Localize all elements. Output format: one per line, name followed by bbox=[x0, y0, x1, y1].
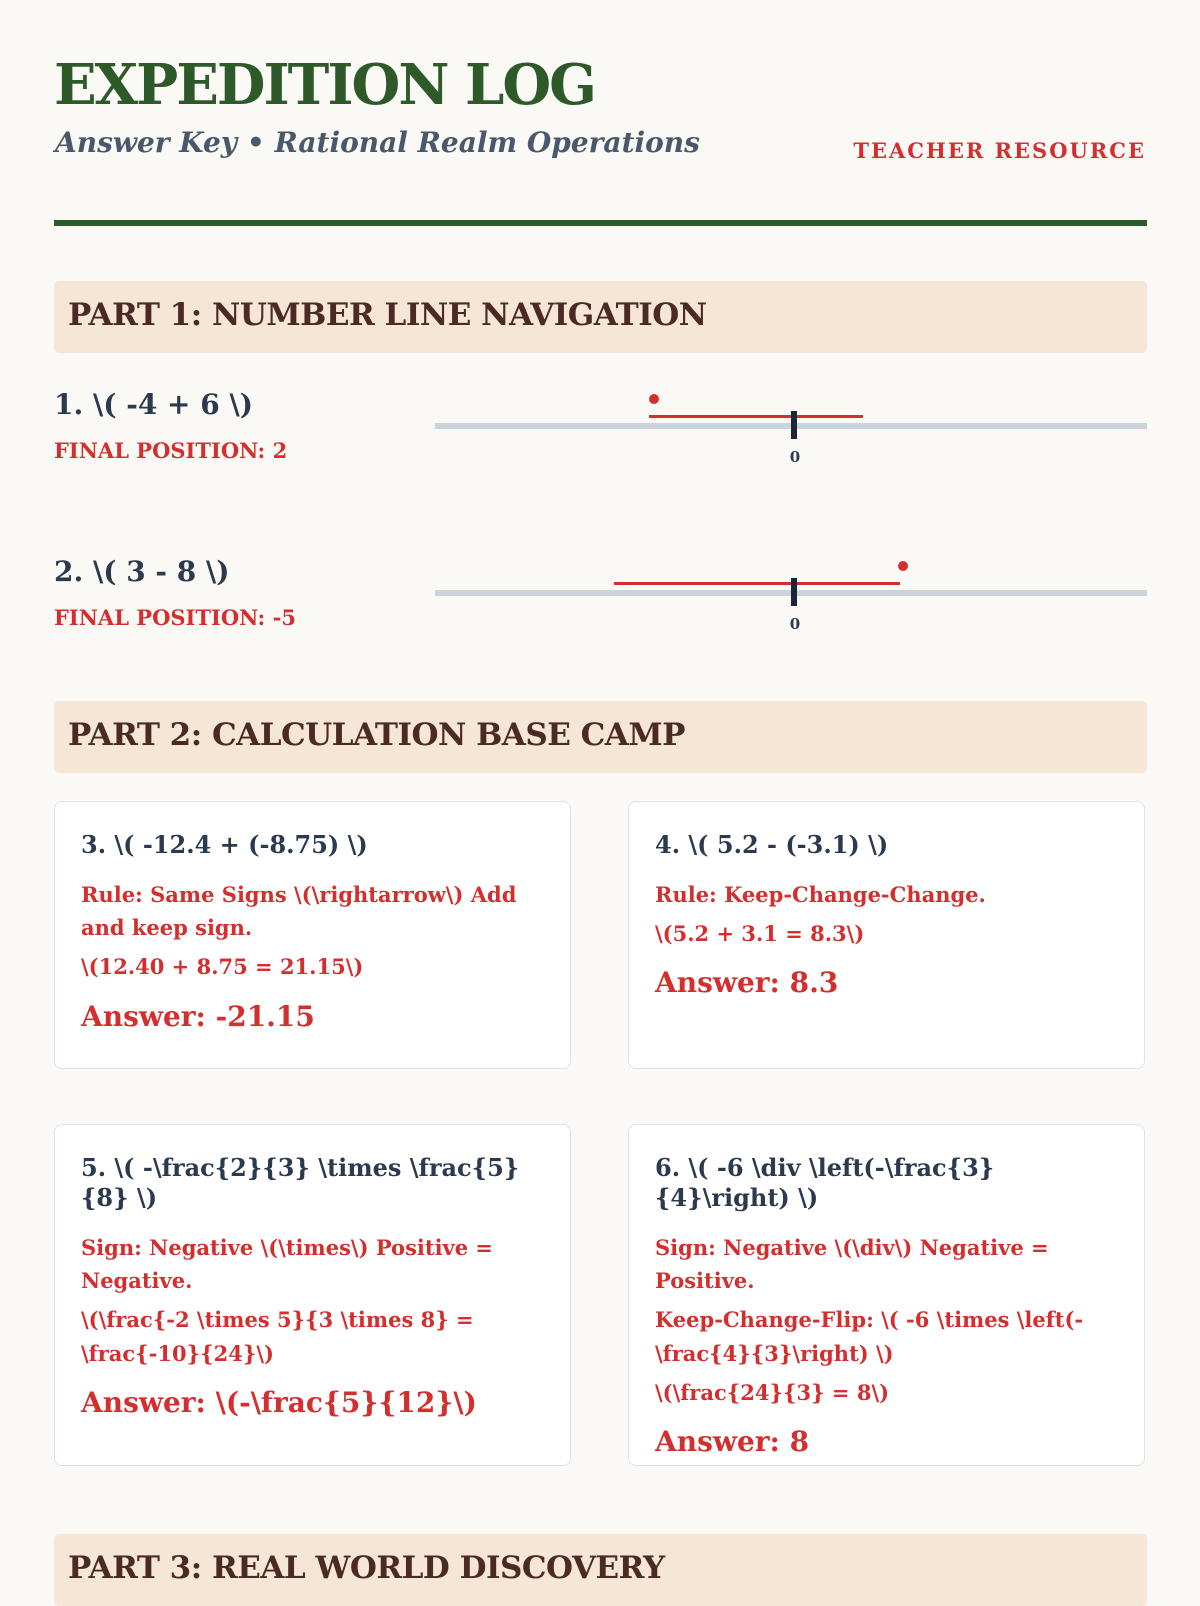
solution-step: \(12.40 + 8.75 = 21.15\) bbox=[81, 954, 364, 980]
header-divider bbox=[54, 220, 1147, 226]
start-point-marker bbox=[898, 561, 908, 571]
solution-step: Keep-Change-Flip: \( -6 \times \left(-\frac{4}{3}\right) \) bbox=[655, 1307, 1084, 1366]
solution-step: \(\frac{24}{3} = 8\) bbox=[655, 1379, 890, 1405]
section-title: PART 3: REAL WORLD DISCOVERY bbox=[68, 1550, 665, 1586]
answer: Answer: \(-\frac{5}{12}\) bbox=[81, 1385, 477, 1419]
start-point-marker bbox=[649, 394, 659, 404]
section-header-part3 bbox=[54, 1534, 1147, 1606]
page-title: EXPEDITION LOG bbox=[54, 52, 595, 118]
zero-label: 0 bbox=[789, 615, 801, 633]
problem-expression: 6. \( -6 \div \left(-\frac{3}{4}\right) \) bbox=[655, 1153, 995, 1212]
solution-step: Sign: Negative \(\times\) Positive = Negative. bbox=[81, 1235, 494, 1294]
answer: Answer: 8 bbox=[655, 1424, 810, 1458]
problem-2-expression: 2. \( 3 - 8 \) bbox=[54, 555, 230, 588]
solution-step: \(5.2 + 3.1 = 8.3\) bbox=[655, 921, 865, 947]
problem-1-expression: 1. \( -4 + 6 \) bbox=[54, 388, 253, 421]
problem-expression: 5. \( -\frac{2}{3} \times \frac{5}{8} \) bbox=[81, 1153, 520, 1212]
section-header-part2 bbox=[54, 701, 1147, 773]
section-header-part1 bbox=[54, 281, 1147, 353]
section-title: PART 2: CALCULATION BASE CAMP bbox=[68, 717, 685, 753]
movement-path bbox=[649, 415, 863, 418]
solution-step: \(\frac{-2 \times 5}{3 \times 8} = \frac{-10}{24}\) bbox=[81, 1307, 474, 1366]
solution-step: Rule: Same Signs \(\rightarrow\) Add and keep sign. bbox=[81, 882, 517, 941]
zero-label: 0 bbox=[789, 448, 801, 466]
number-line-1 bbox=[435, 386, 1147, 466]
section-title: PART 1: NUMBER LINE NAVIGATION bbox=[68, 297, 707, 333]
resource-tag: TEACHER RESOURCE bbox=[853, 138, 1146, 163]
solution-step: Sign: Negative \(\div\) Negative = Positive. bbox=[655, 1235, 1049, 1294]
zero-tick bbox=[791, 411, 797, 439]
problem-1-final-position: FINAL POSITION: 2 bbox=[54, 438, 288, 463]
problem-expression: 4. \( 5.2 - (-3.1) \) bbox=[655, 830, 889, 859]
answer: Answer: 8.3 bbox=[655, 966, 839, 1000]
solution-step: Rule: Keep-Change-Change. bbox=[655, 882, 986, 907]
problem-expression: 3. \( -12.4 + (-8.75) \) bbox=[81, 830, 368, 859]
movement-path bbox=[614, 582, 900, 585]
problem-card-4 bbox=[628, 801, 1145, 1069]
number-line-2 bbox=[435, 553, 1147, 633]
problem-card-6 bbox=[628, 1124, 1145, 1466]
problem-card-3 bbox=[54, 801, 571, 1069]
problem-2-final-position: FINAL POSITION: -5 bbox=[54, 605, 296, 630]
page-subtitle: Answer Key • Rational Realm Operations bbox=[55, 126, 700, 159]
problem-card-5 bbox=[54, 1124, 571, 1466]
answer: Answer: -21.15 bbox=[81, 999, 315, 1033]
zero-tick bbox=[791, 578, 797, 606]
